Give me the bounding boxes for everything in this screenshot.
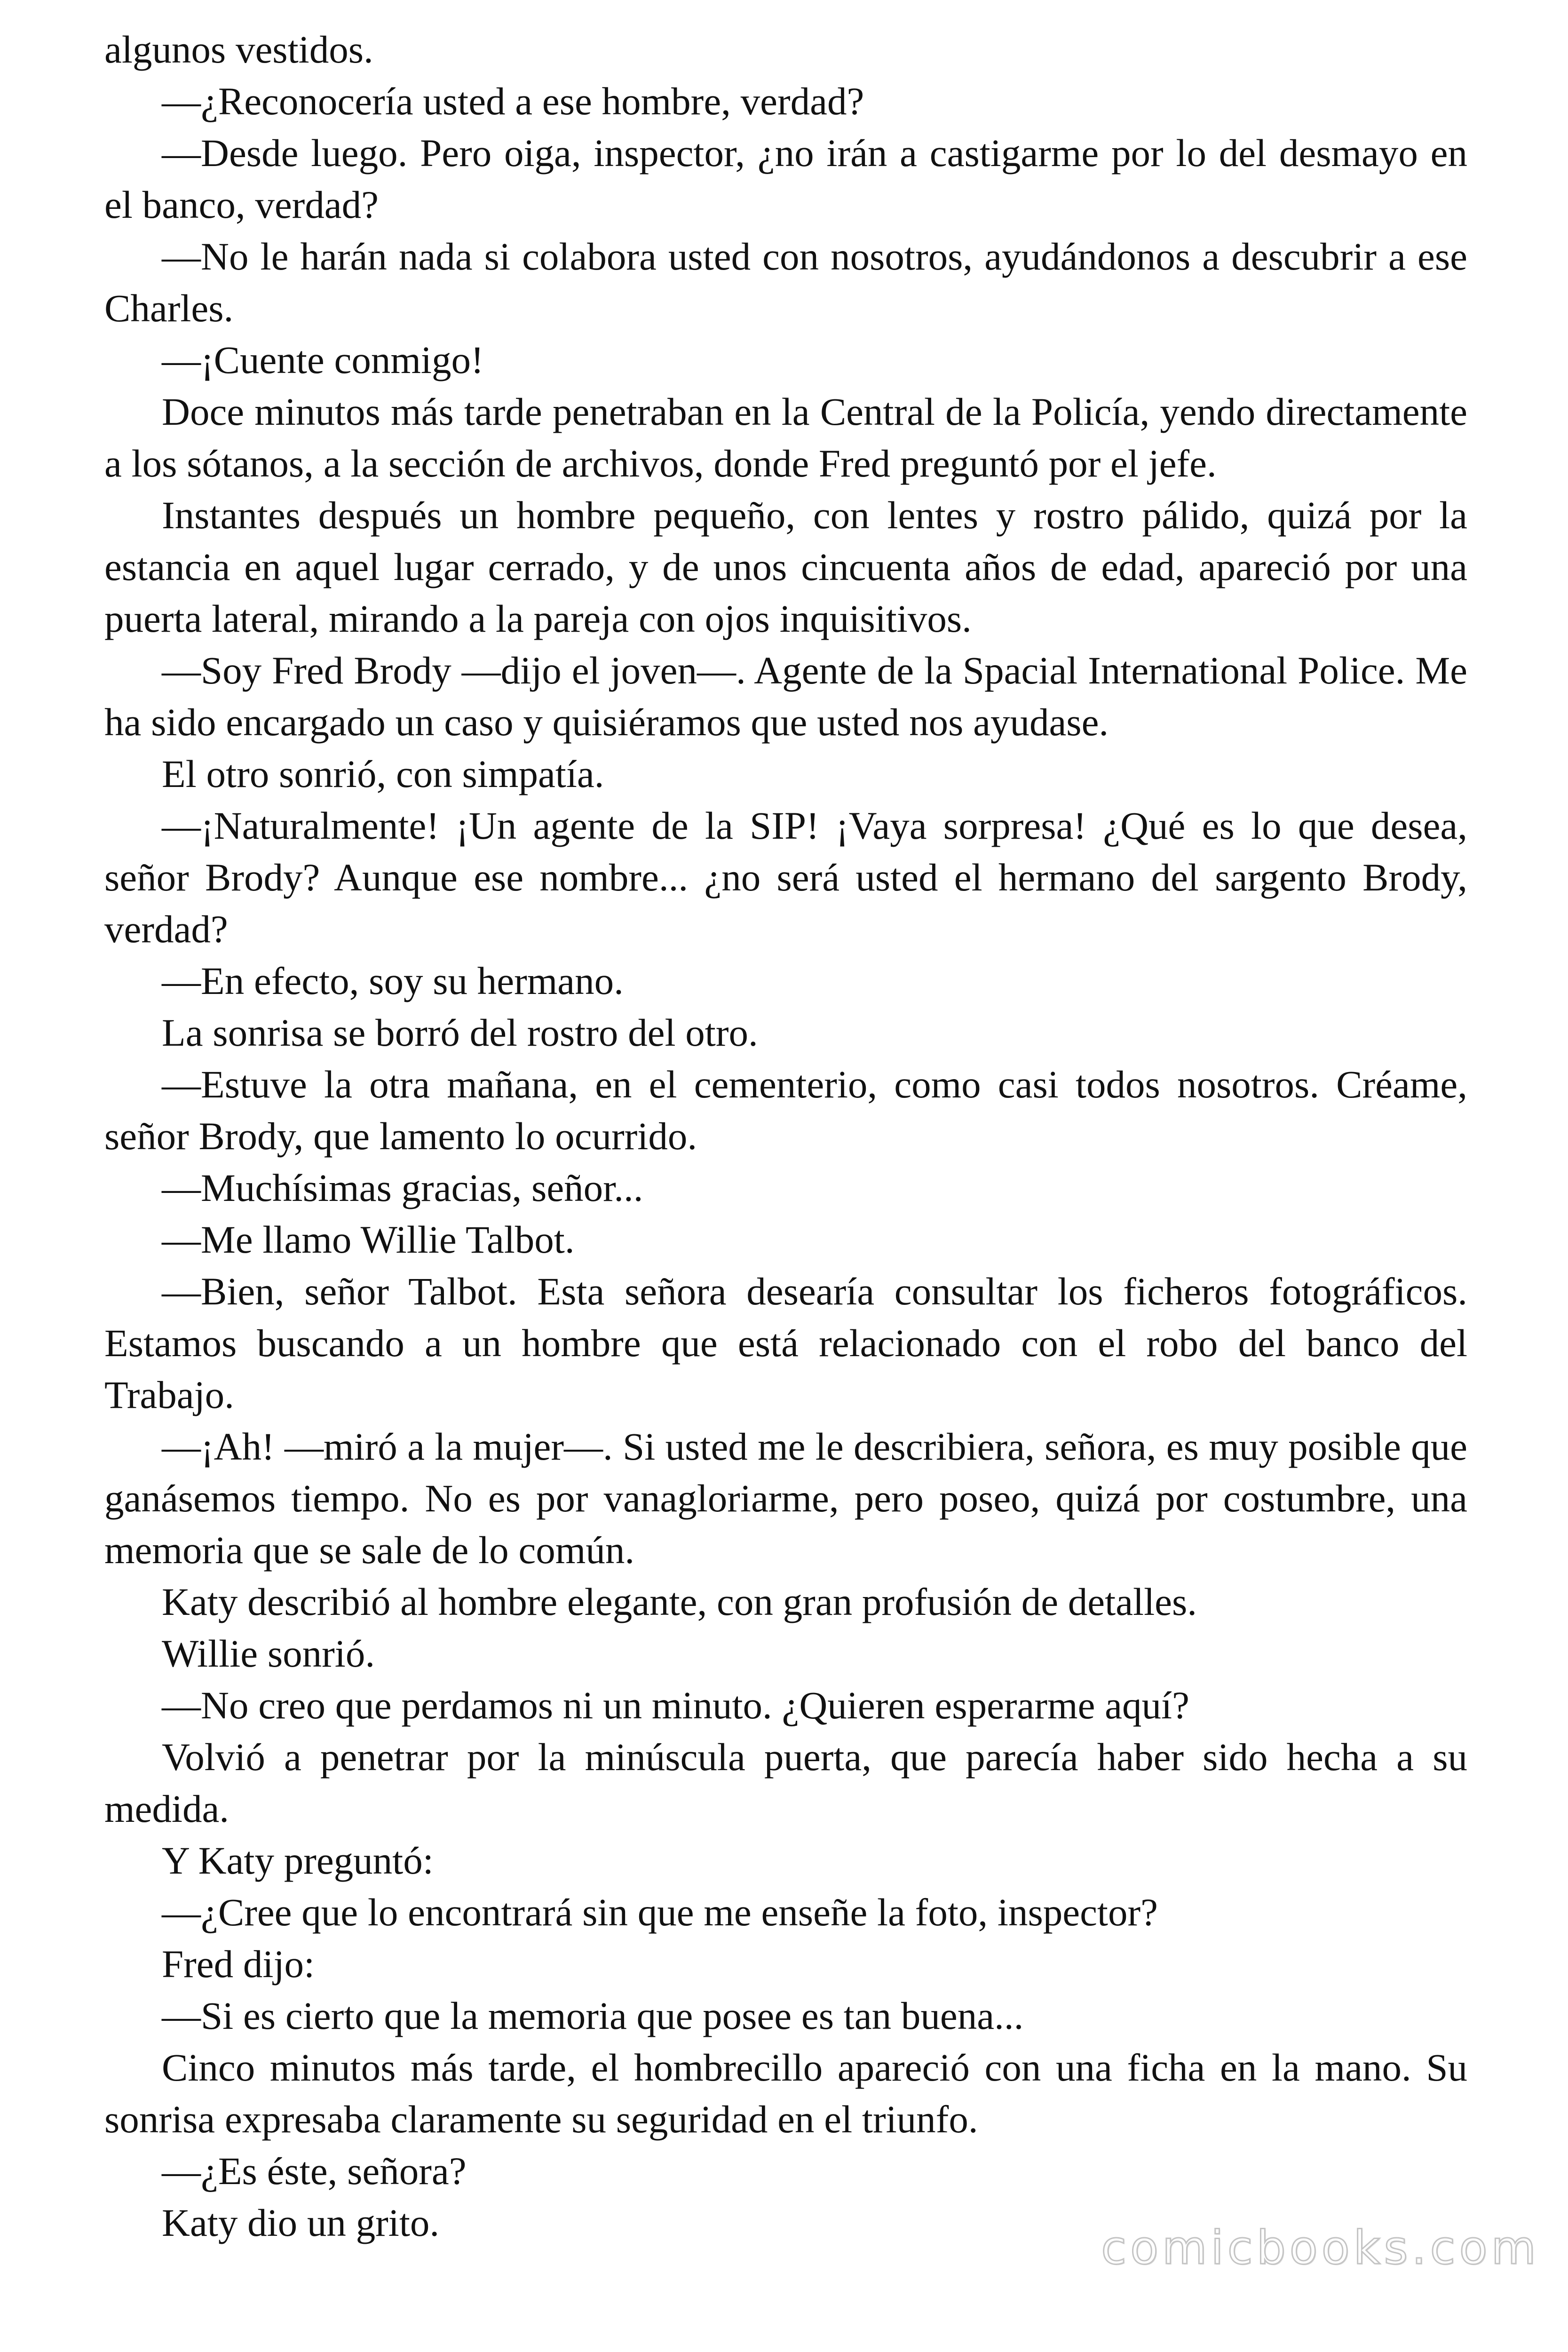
paragraph: El otro sonrió, con simpatía. — [162, 752, 604, 795]
paragraph: —¿Cree que lo encontrará sin que me enseñe la foto, inspector? — [162, 1891, 1158, 1934]
paragraph: —En efecto, soy su hermano. — [162, 959, 624, 1002]
paragraph: —¡Naturalmente! ¡Un agente de la SIP! ¡Vaya sorpresa! ¿Qué es lo que desea, señor Brody? Aunque ese nombre... ¿no será usted el hermano del sargento Brody, verdad? — [104, 804, 1467, 951]
paragraph: Y Katy preguntó: — [162, 1839, 434, 1882]
paragraph: —Desde luego. Pero oiga, inspector, ¿no irán a castigarme por lo del desmayo en el banco, verdad? — [104, 131, 1467, 226]
paragraph: Katy describió al hombre elegante, con gran profusión de detalles. — [162, 1580, 1197, 1623]
paragraph: —No le harán nada si colabora usted con nosotros, ayudándonos a descubrir a ese Charles. — [104, 235, 1467, 330]
paragraph: —Estuve la otra mañana, en el cementerio, como casi todos nosotros. Créame, señor Brody, que lamento lo ocurrido. — [104, 1063, 1467, 1158]
paragraph: Volvió a penetrar por la minúscula puerta, que parecía haber sido hecha a su medida. — [104, 1735, 1467, 1830]
paragraph: —No creo que perdamos ni un minuto. ¿Quieren esperarme aquí? — [162, 1684, 1189, 1727]
paragraph: —Muchísimas gracias, señor... — [162, 1166, 643, 1209]
paragraph: —Soy Fred Brody —dijo el joven—. Agente de la Spacial International Police. Me ha sido encargado un caso y quisiéramos que usted nos ayudase. — [104, 649, 1467, 744]
page-body — [104, 24, 1467, 2249]
paragraph: —Bien, señor Talbot. Esta señora desearía consultar los ficheros fotográficos. Estamos buscando a un hombre que está relacionado con el robo del banco del Trabajo. — [104, 1270, 1467, 1416]
paragraph: La sonrisa se borró del rostro del otro. — [162, 1011, 758, 1054]
paragraph: —¿Reconocería usted a ese hombre, verdad? — [162, 79, 864, 123]
paragraph: —¿Es éste, señora? — [162, 2149, 467, 2193]
watermark-logo: comicbooks.com — [1101, 2221, 1540, 2275]
paragraph: Doce minutos más tarde penetraban en la Central de la Policía, yendo directamente a los sótanos, a la sección de archivos, donde Fred preguntó por el jefe. — [104, 390, 1467, 485]
paragraph: —Me llamo Willie Talbot. — [162, 1218, 575, 1261]
paragraph: Instantes después un hombre pequeño, con lentes y rostro pálido, quizá por la estancia en aquel lugar cerrado, y de unos cincuenta años de edad, apareció por una puerta lateral, mirando a la pareja con ojos inquisitivos. — [104, 493, 1467, 640]
paragraph: Fred dijo: — [162, 1942, 315, 1986]
paragraph: —¡Cuente conmigo! — [162, 338, 484, 381]
paragraph: Cinco minutos más tarde, el hombrecillo apareció con una ficha en la mano. Su sonrisa expresaba claramente su seguridad en el triunfo. — [104, 2046, 1467, 2141]
paragraph: Willie sonrió. — [162, 1632, 375, 1675]
paragraph: —¡Ah! —miró a la mujer—. Si usted me le describiera, señora, es muy posible que ganásemos tiempo. No es por vanagloriarme, pero poseo, quizá por costumbre, una memoria que se sale de lo común. — [104, 1425, 1467, 1572]
paragraph: Katy dio un grito. — [162, 2201, 440, 2244]
paragraph: algunos vestidos. — [104, 28, 373, 71]
paragraph: —Si es cierto que la memoria que posee es tan buena... — [162, 1994, 1024, 2037]
